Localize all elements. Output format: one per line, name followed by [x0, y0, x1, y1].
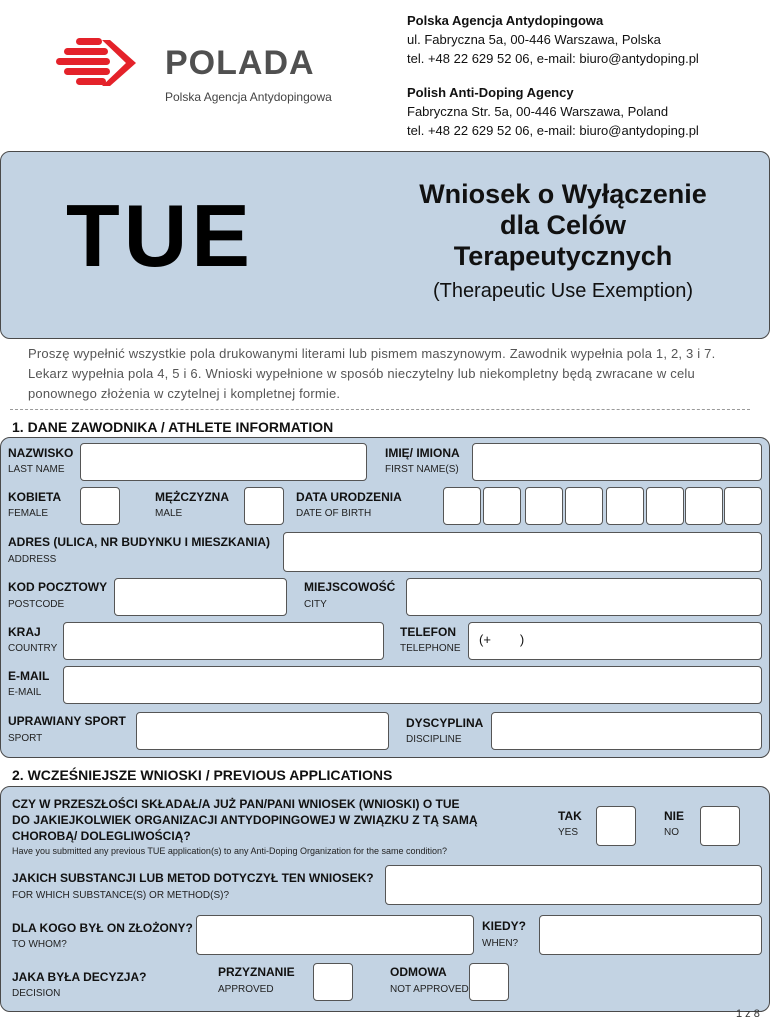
yes-sub: YES — [558, 827, 579, 838]
question-line: DO JAKIEJKOLWIEK ORGANIZACJI ANTYDOPINGOWEJ W ZWIĄZKU Z TĄ SAMĄ — [12, 813, 478, 827]
postcode-label: KOD POCZTOWY — [8, 580, 108, 594]
question-line: CZY W PRZESZŁOŚCI SKŁADAŁ/A JUŻ PAN/PANI WNIOSEK (WNIOSKI) O TUE — [12, 797, 460, 811]
org-pl — [407, 11, 699, 68]
email-sub: E-MAIL — [8, 687, 42, 698]
last-name-label: NAZWISKO — [8, 446, 74, 460]
decision-sub: DECISION — [12, 988, 61, 999]
dob-digit-field[interactable] — [606, 487, 644, 525]
sport-field[interactable] — [136, 712, 389, 750]
country-field[interactable] — [63, 622, 384, 660]
email-field[interactable] — [63, 666, 762, 704]
telephone-sub: TELEPHONE — [400, 643, 461, 654]
section2-title: 2. WCZEŚNIEJSZE WNIOSKI / PREVIOUS APPLICATIONS — [12, 767, 393, 783]
question-line: CHOROBĄ/ DOLEGLIWOŚCIĄ? — [12, 829, 191, 843]
address-field[interactable] — [283, 532, 762, 572]
polada-logo-icon — [54, 36, 138, 92]
form-title: Wniosek o Wyłączenie dla Celów Terapeutycznych — [419, 179, 707, 271]
telephone-label: TELEFON — [400, 625, 456, 639]
tue-title: TUE — [66, 186, 254, 285]
first-name-label: IMIĘ/ IMIONA — [385, 446, 460, 460]
female-label: KOBIETA — [8, 490, 62, 504]
country-label: KRAJ — [8, 625, 41, 639]
telephone-field[interactable]: (+ ) — [468, 622, 762, 660]
city-field[interactable] — [406, 578, 762, 616]
male-checkbox[interactable] — [244, 487, 284, 525]
address-label: ADRES (ULICA, NR BUDYNKU I MIESZKANIA) — [8, 535, 270, 549]
instructions: Proszę wypełnić wszystkie pola drukowanymi literami lub pismem maszynowym. Zawodnik wypełnia pola 1, 2, 3 i 7. Lekarz wypełnia pola 4, 5 i 6. Wnioski wypełnione w sposób nieczytelny lub niekompletny będą zwracane w celu ponownego złożenia w czytelnej i kompletnej formie. — [28, 346, 716, 401]
approved-sub: APPROVED — [218, 984, 274, 995]
discipline-sub: DISCIPLINE — [406, 734, 462, 745]
approved-label: PRZYZNANIE — [218, 965, 295, 979]
email-label: E-MAIL — [8, 669, 50, 683]
no-sub: NO — [664, 827, 679, 838]
dob-digit-field[interactable] — [646, 487, 684, 525]
to-whom-label: DLA KOGO BYŁ ON ZŁOŻONY? — [12, 921, 193, 935]
when-field[interactable] — [539, 915, 762, 955]
dob-label: DATA URODZENIA — [296, 490, 402, 504]
previous-tue-question — [12, 796, 478, 844]
yes-checkbox[interactable] — [596, 806, 636, 846]
logo-subtitle: Polska Agencja Antydopingowa — [165, 90, 332, 104]
page-number: 1 z 8 — [736, 1008, 760, 1020]
previous-tue-question-en: Have you submitted any previous TUE application(s) to any Anti-Doping Organization for the same condition? — [12, 846, 448, 856]
no-checkbox[interactable] — [700, 806, 740, 846]
female-sub: FEMALE — [8, 508, 49, 519]
section1-title: 1. DANE ZAWODNIKA / ATHLETE INFORMATION — [12, 419, 334, 435]
first-name-sub: FIRST NAME(S) — [385, 464, 459, 475]
dob-digit-field[interactable] — [565, 487, 603, 525]
org-pl-contact: tel. +48 22 629 52 06, e-mail: biuro@antydoping.pl — [407, 51, 699, 66]
org-pl-name: Polska Agencja Antydopingowa — [407, 13, 604, 28]
postcode-sub: POSTCODE — [8, 599, 65, 610]
when-sub: WHEN? — [482, 938, 519, 949]
not-approved-sub: NOT APPROVED — [390, 984, 469, 995]
not-approved-checkbox[interactable] — [469, 963, 509, 1001]
logo-name: POLADA — [165, 44, 315, 82]
dob-digit-field[interactable] — [685, 487, 723, 525]
org-en-name: Polish Anti-Doping Agency — [407, 85, 574, 100]
dob-digit-field[interactable] — [724, 487, 762, 525]
divider — [10, 409, 750, 410]
substance-field[interactable] — [385, 865, 762, 905]
org-pl-address: ul. Fabryczna 5a, 00-446 Warszawa, Polska — [407, 32, 661, 47]
sport-label: UPRAWIANY SPORT — [8, 714, 126, 728]
country-sub: COUNTRY — [8, 643, 58, 654]
to-whom-field[interactable] — [196, 915, 474, 955]
substance-sub: FOR WHICH SUBSTANCE(S) OR METHOD(S)? — [12, 890, 230, 901]
to-whom-sub: TO WHOM? — [12, 939, 67, 950]
org-en-contact: tel. +48 22 629 52 06, e-mail: biuro@antydoping.pl — [407, 123, 699, 138]
last-name-sub: LAST NAME — [8, 464, 65, 475]
substance-label: JAKICH SUBSTANCJI LUB METOD DOTYCZYŁ TEN WNIOSEK? — [12, 871, 374, 885]
address-sub: ADDRESS — [8, 554, 57, 565]
discipline-label: DYSCYPLINA — [406, 716, 484, 730]
city-label: MIEJSCOWOŚĆ — [304, 580, 396, 594]
sport-sub: SPORT — [8, 733, 43, 744]
dob-sub: DATE OF BIRTH — [296, 508, 372, 519]
not-approved-label: ODMOWA — [390, 965, 447, 979]
postcode-field[interactable] — [114, 578, 287, 616]
last-name-field[interactable] — [80, 443, 367, 481]
male-label: MĘŻCZYZNA — [155, 490, 229, 504]
when-label: KIEDY? — [482, 919, 527, 933]
dob-digit-field[interactable] — [443, 487, 481, 525]
approved-checkbox[interactable] — [313, 963, 353, 1001]
org-en — [407, 83, 699, 140]
city-sub: CITY — [304, 599, 327, 610]
yes-label: TAK — [558, 809, 582, 823]
female-checkbox[interactable] — [80, 487, 120, 525]
decision-label: JAKA BYŁA DECYZJA? — [12, 970, 147, 984]
first-name-field[interactable] — [472, 443, 762, 481]
dob-digit-field[interactable] — [483, 487, 521, 525]
male-sub: MALE — [155, 508, 183, 519]
dob-digit-field[interactable] — [525, 487, 563, 525]
no-label: NIE — [664, 809, 685, 823]
form-title-english: (Therapeutic Use Exemption) — [432, 280, 694, 302]
discipline-field[interactable] — [491, 712, 762, 750]
org-en-address: Fabryczna Str. 5a, 00-446 Warszawa, Poland — [407, 104, 669, 119]
